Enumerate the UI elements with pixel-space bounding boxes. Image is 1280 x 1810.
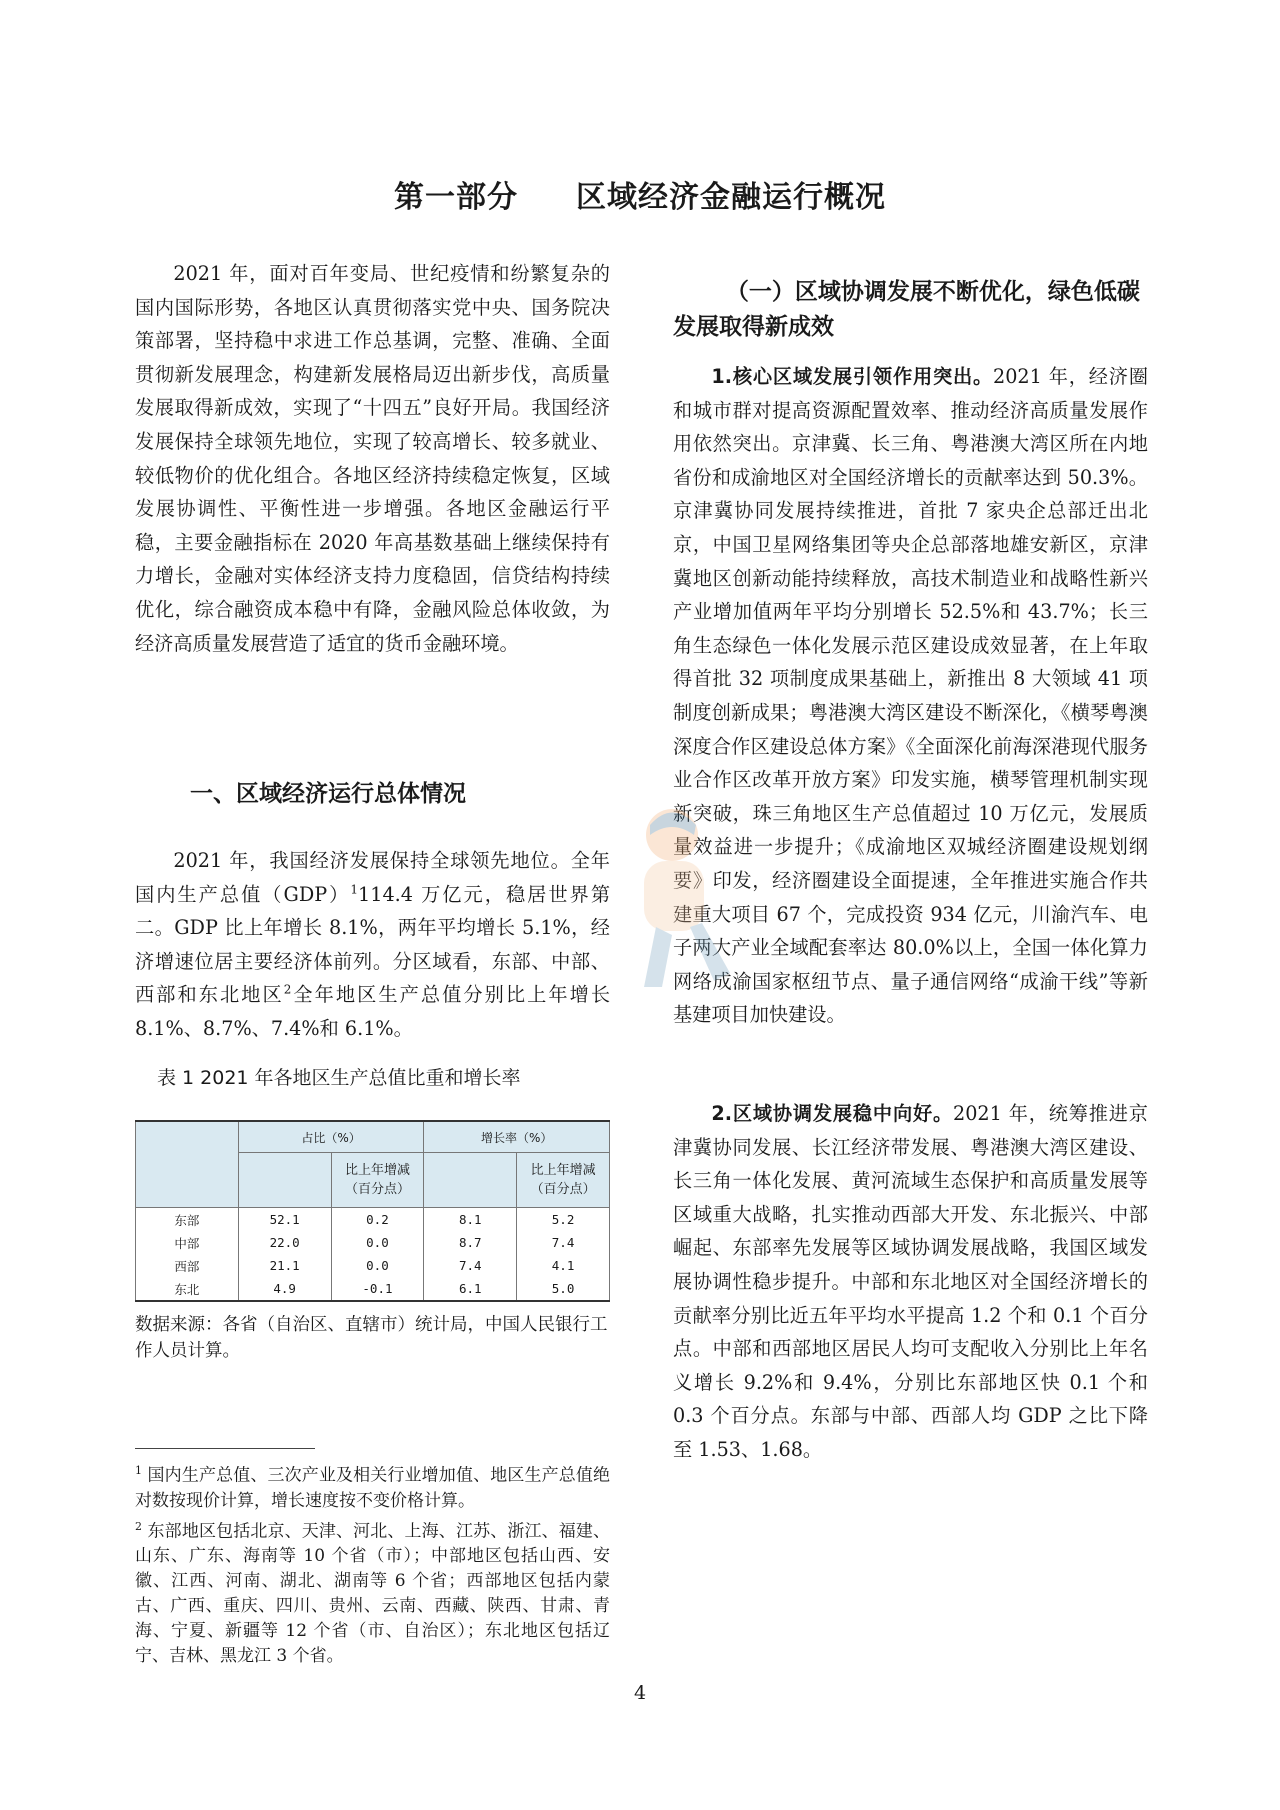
coordination-paragraph bbox=[673, 1097, 1148, 1467]
page-number: 4 bbox=[633, 1682, 647, 1704]
section-heading: 一、区域经济运行总体情况 bbox=[190, 781, 466, 807]
subsection-heading: （一）区域协调发展不断优化，绿色低碳发展取得新成效 bbox=[673, 279, 1140, 340]
table-row: 中部 22.0 0.0 8.7 7.4 bbox=[136, 1231, 610, 1254]
footnote-1 bbox=[135, 1458, 610, 1514]
gdp-text-b: 114.4 万亿元，稳居世界第二。GDP 比上年增长 8.1%，两年平均增长 5.1%，经济增速位居主要经济体前列。分区域看，东部、中部、西部和东北地区 bbox=[135, 882, 611, 1007]
watermark-figure-icon bbox=[610, 795, 760, 995]
gdp-text-a: 2021 年，我国经济发展保持全球领先地位。全年国内生产总值（GDP） bbox=[135, 849, 610, 906]
table-row: 西部 21.1 0.0 7.4 4.1 bbox=[136, 1254, 610, 1277]
part-name: 区域经济金融运行概况 bbox=[576, 180, 886, 215]
coordination-lead: 2.区域协调发展稳中向好。 bbox=[711, 1102, 953, 1125]
table-source: 数据来源：各省（自治区、直辖市）统计局，中国人民银行工作人员计算。 bbox=[135, 1315, 608, 1361]
header-region bbox=[136, 1121, 239, 1208]
footnote-ref-1[interactable]: 1 bbox=[350, 882, 359, 897]
footnote-ref-2[interactable]: 2 bbox=[283, 982, 292, 997]
coordination-text: 2021 年，统筹推进京津冀协同发展、长江经济带发展、粤港澳大湾区建设、长三角一体化发展、黄河流域生态保护和高质量发展等区域重大战略，扎实推动西部大开发、东北振兴、中部崛起、东部率先发展等区域协调发展战略，我国区域发展协调性稳步提升。中部和东北地区对全国经济增长的贡献率分别比近五年平均水平提高 1.2 个和 0.1 个百分点。中部和西部地区居民人均可支配收入分别比上年名义增长 9.2%和 9.4%，分别比东部地区快 0.1 个和 0.3 个百分点。东部与中部、西部人均 GDP 之比下降至 1.53、1.68。 bbox=[673, 1102, 1148, 1461]
core-regions-text: 2021 年，经济圈和城市群对提高资源配置效率、推动经济高质量发展作用依然突出。京津冀、长三角、粤港澳大湾区所在内地省份和成渝地区对全国经济增长的贡献率达到 50.3%。京津冀协同发展持续推进，首批 7 家央企总部迁出北京，中国卫星网络集团等央企总部落地雄安新区，京津冀地区创新动能持续释放，高技术制造业和战略性新兴产业增加值两年平均分别增长 52.5%和 43.7%；长三角生态绿色一体化发展示范区建设成效显著，在上年取得首批 32 项制度成果基础上，新推出 8 大领域 41 项制度创新成果；粤港澳大湾区建设不断深化，《横琴粤澳深度合作区建设总体方案》《全面深化前海深港现代服务业合作区改革开放方案》印发实施，横琴管理机制实现新突破，珠三角地区生产总值超过 10 万亿元，发展质量效益进一步提升；《成渝地区双城经济圈建设规划纲要》印发，经济圈建设全面提速，全年推进实施合作共建重大项目 67 个，完成投资 934 亿元，川渝汽车、电子两大产业全域配套率达 80.0%以上，全国一体化算力网络成渝国家枢纽节点、量子通信网络“成渝干线”等新基建项目加快建设。 bbox=[673, 365, 1149, 1027]
header-growth-blank bbox=[424, 1153, 517, 1208]
header-share: 占比（%） bbox=[238, 1121, 424, 1153]
footnote-1-number: 1 bbox=[135, 1464, 142, 1477]
part-title bbox=[0, 172, 1280, 216]
header-growth-change: 比上年增减 （百分点） bbox=[517, 1153, 610, 1208]
core-regions-lead: 1.核心区域发展引领作用突出。 bbox=[711, 365, 994, 388]
regional-gdp-table bbox=[135, 1120, 610, 1302]
footnote-divider bbox=[135, 1448, 315, 1449]
table-row: 东部 52.1 0.2 8.1 5.2 bbox=[136, 1208, 610, 1232]
footnote-2-text: 东部地区包括北京、天津、河北、上海、江苏、浙江、福建、山东、广东、海南等 10 个省（市）；中部地区包括山西、安徽、江西、河南、湖北、湖南等 6 个省；西部地区包括内蒙古、广西、重庆、四川、贵州、云南、西藏、陕西、甘肃、青海、宁夏、新疆等 12 个省（市、自治区）；东北地区包括辽宁、吉林、黑龙江 3 个省。 bbox=[135, 1521, 611, 1667]
footnote-2 bbox=[135, 1514, 610, 1670]
footnote-2-number: 2 bbox=[135, 1519, 142, 1533]
header-share-change: 比上年增减 （百分点） bbox=[331, 1153, 424, 1208]
header-growth: 增长率（%） bbox=[424, 1121, 610, 1153]
table-row: 东北 4.9 -0.1 6.1 5.0 bbox=[136, 1277, 610, 1301]
intro-paragraph: 2021 年，面对百年变局、世纪疫情和纷繁复杂的国内国际形势，各地区认真贯彻落实党中央、国务院决策部署，坚持稳中求进工作总基调，完整、准确、全面贯彻新发展理念，构建新发展格局迈出新步伐，高质量发展取得新成效，实现了“十四五”良好开局。我国经济发展保持全球领先地位，实现了较高增长、较多就业、较低物价的优化组合。各地区经济持续稳定恢复，区域发展协调性、平衡性进一步增强。各地区金融运行平稳，主要金融指标在 2020 年高基数基础上继续保持有力增长，金融对实体经济支持力度稳固，信贷结构持续优化，综合融资成本稳中有降，金融风险总体收敛，为经济高质量发展营造了适宜的货币金融环境。 bbox=[135, 262, 610, 655]
header-share-blank bbox=[238, 1153, 331, 1208]
footnotes bbox=[135, 1458, 610, 1669]
gdp-paragraph bbox=[135, 844, 610, 1046]
gdp-text-c: 全年地区生产总值分别比上年增长 8.1%、8.7%、7.4%和 6.1%。 bbox=[135, 983, 611, 1040]
footnote-1-text: 国内生产总值、三次产业及相关行业增加值、地区生产总值绝对数按现价计算，增长速度按不变价格计算。 bbox=[135, 1465, 611, 1511]
part-label: 第一部分 bbox=[394, 180, 518, 215]
table-caption: 表 1 2021 年各地区生产总值比重和增长率 bbox=[157, 1067, 521, 1089]
